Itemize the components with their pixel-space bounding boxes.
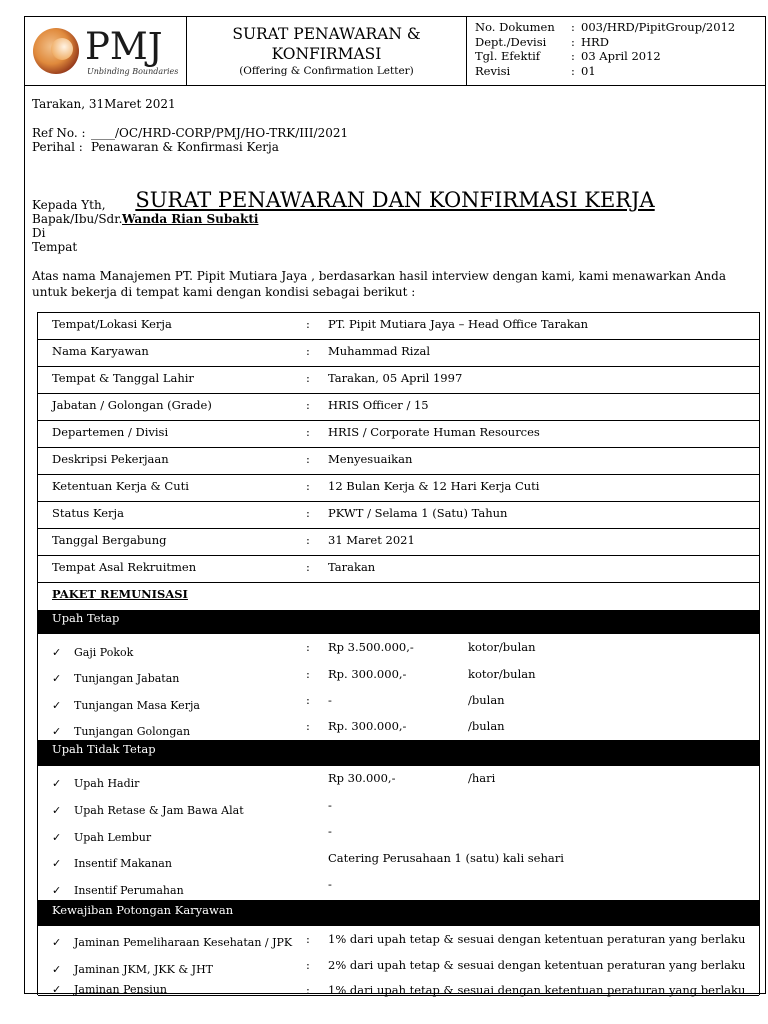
row-value: PT. Pipit Mutiara Jaya – Head Office Tarakan	[328, 317, 589, 331]
row-value: Tarakan, 05 April 1997	[328, 371, 463, 385]
meta-value: 01	[581, 64, 596, 78]
header-title-cell	[187, 17, 467, 85]
header-subtitle: (Offering & Confirmation Letter)	[239, 65, 414, 77]
amount: Catering Perusahaan 1 (satu) kali sehari	[328, 851, 564, 865]
remunerasi-title: PAKET REMUNISASI	[52, 587, 188, 601]
header-title-line2: KONFIRMASI	[271, 45, 382, 63]
check-icon: ✓	[52, 777, 62, 790]
intro-paragraph: Atas nama Manajemen PT. Pipit Mutiara Jaya , berdasarkan hasil interview dengan kami, kami menawarkan Anda untuk bekerja di tempat kami dengan kondisi sebagai berikut :	[32, 269, 726, 299]
row-label: Nama Karyawan	[52, 344, 149, 358]
list-item: ✓ Gaji Pokok	[52, 646, 134, 659]
check-icon: ✓	[52, 963, 62, 976]
amount: -	[328, 877, 332, 891]
check-icon: ✓	[52, 725, 62, 738]
amount: Rp. 300.000,-	[328, 719, 407, 733]
check-icon: ✓	[52, 857, 62, 870]
row-label: Status Kerja	[52, 506, 124, 520]
table-row	[38, 448, 759, 475]
deduction-value: 2% dari upah tetap & sesuai dengan ketentuan peraturan yang berlaku	[328, 958, 746, 972]
row-colon: :	[306, 667, 310, 681]
row-colon: :	[306, 932, 310, 946]
section-bar-potongan	[38, 901, 759, 926]
section-bar-upah-tidak-tetap	[38, 741, 759, 766]
meta-key: Tgl. Efektif	[475, 49, 541, 63]
table-row	[38, 475, 759, 502]
deduction-value: 1% dari upah tetap & sesuai dengan ketentuan peraturan yang berlaku	[328, 983, 746, 997]
row-value: Tarakan	[328, 560, 376, 574]
upah-tidak-tetap-block	[38, 766, 759, 901]
table-row	[38, 529, 759, 556]
document-header	[25, 17, 765, 86]
row-label: Tanggal Bergabung	[52, 533, 167, 547]
ref-label: Ref No. :	[32, 126, 86, 140]
table-row	[38, 421, 759, 448]
header-meta-cell	[467, 17, 767, 85]
list-item: ✓ Insentif Perumahan	[52, 884, 184, 897]
table-row	[38, 367, 759, 394]
section-title: Upah Tetap	[52, 611, 120, 625]
check-icon: ✓	[52, 983, 62, 996]
meta-key: No. Dokumen	[475, 20, 555, 34]
row-label: Tempat & Tanggal Lahir	[52, 371, 194, 385]
row-colon: :	[306, 560, 310, 574]
table-row	[38, 502, 759, 529]
document-frame	[24, 16, 766, 997]
amount: Rp 30.000,-	[328, 771, 396, 785]
row-colon: :	[306, 452, 310, 466]
row-label: Tempat/Lokasi Kerja	[52, 317, 172, 331]
unit: /hari	[468, 771, 496, 785]
row-label: Departemen / Divisi	[52, 425, 169, 439]
section-title: Upah Tidak Tetap	[52, 742, 156, 756]
perihal-value: Penawaran & Konfirmasi Kerja	[91, 140, 279, 154]
table-row	[38, 556, 759, 583]
unit: /bulan	[468, 719, 505, 733]
check-icon: ✓	[52, 804, 62, 817]
row-colon: :	[306, 344, 310, 358]
remunerasi-row	[38, 583, 759, 610]
row-value: 12 Bulan Kerja & 12 Hari Kerja Cuti	[328, 479, 540, 493]
meta-key: Dept./Devisi	[475, 35, 547, 49]
check-icon: ✓	[52, 699, 62, 712]
list-item: ✓ Upah Hadir	[52, 777, 140, 790]
row-label: Tempat Asal Rekruitmen	[52, 560, 197, 574]
meta-value: HRD	[581, 35, 609, 49]
recipient-name: Wanda Rian Subakti	[122, 212, 259, 226]
row-label: Ketentuan Kerja & Cuti	[52, 479, 189, 493]
meta-colon: :	[571, 49, 575, 63]
list-item: ✓ Jaminan Pensiun	[52, 983, 167, 996]
list-item: ✓ Tunjangan Golongan	[52, 725, 191, 738]
header-title-line1: SURAT PENAWARAN &	[232, 25, 421, 43]
list-item: ✓ Upah Retase & Jam Bawa Alat	[52, 804, 244, 817]
row-value: HRIS / Corporate Human Resources	[328, 425, 540, 439]
check-icon: ✓	[52, 646, 62, 659]
check-icon: ✓	[52, 831, 62, 844]
amount: -	[328, 824, 332, 838]
ref-value: ____/OC/HRD-CORP/PMJ/HO-TRK/III/2021	[91, 126, 349, 140]
row-colon: :	[306, 640, 310, 654]
list-item: ✓ Tunjangan Jabatan	[52, 672, 180, 685]
row-value: HRIS Officer / 15	[328, 398, 429, 412]
logo-cell	[25, 17, 187, 85]
row-colon: :	[306, 533, 310, 547]
kepada-text: Kepada Yth,	[32, 198, 106, 212]
row-colon: :	[306, 371, 310, 385]
place-date: Tarakan, 31Maret 2021	[32, 97, 176, 111]
row-colon: :	[306, 719, 310, 733]
row-colon: :	[306, 693, 310, 707]
amount: Rp. 300.000,-	[328, 667, 407, 681]
row-colon: :	[306, 479, 310, 493]
bapak-label: Bapak/Ibu/Sdr.	[32, 212, 123, 226]
row-value: 31 Maret 2021	[328, 533, 415, 547]
unit: kotor/bulan	[468, 667, 536, 681]
amount: -	[328, 798, 332, 812]
deduction-value: 1% dari upah tetap & sesuai dengan ketentuan peraturan yang berlaku	[328, 932, 746, 946]
row-value: PKWT / Selama 1 (Satu) Tahun	[328, 506, 508, 520]
check-icon: ✓	[52, 884, 62, 897]
table-row	[38, 340, 759, 367]
check-icon: ✓	[52, 672, 62, 685]
row-colon: :	[306, 506, 310, 520]
logo-text: PMJ	[85, 25, 163, 68]
meta-value: 003/HRD/PipitGroup/2012	[581, 20, 736, 34]
table-row	[38, 394, 759, 421]
upah-tetap-block	[38, 634, 759, 741]
amount: Rp 3.500.000,-	[328, 640, 414, 654]
check-icon: ✓	[52, 936, 62, 949]
list-item: ✓ Jaminan JKM, JKK & JHT	[52, 963, 213, 976]
di-text: Di	[32, 226, 46, 240]
perihal-label: Perihal :	[32, 140, 83, 154]
row-colon: :	[306, 425, 310, 439]
list-item: ✓ Upah Lembur	[52, 831, 152, 844]
meta-colon: :	[571, 35, 575, 49]
section-title: Kewajiban Potongan Karyawan	[52, 903, 234, 917]
meta-colon: :	[571, 20, 575, 34]
meta-key: Revisi	[475, 64, 511, 78]
row-label: Deskripsi Pekerjaan	[52, 452, 169, 466]
row-label: Jabatan / Golongan (Grade)	[52, 398, 212, 412]
meta-colon: :	[571, 64, 575, 78]
row-value: Muhammad Rizal	[328, 344, 431, 358]
potongan-block	[38, 926, 759, 996]
list-item: ✓ Jaminan Pemeliharaan Kesehatan / JPK	[52, 936, 293, 949]
row-value: Menyesuaikan	[328, 452, 413, 466]
list-item: ✓ Tunjangan Masa Kerja	[52, 699, 200, 712]
table-row	[38, 313, 759, 340]
logo-tagline: Unbinding Boundaries	[87, 67, 179, 76]
row-colon: :	[306, 983, 310, 997]
list-item: ✓ Insentif Makanan	[52, 857, 172, 870]
unit: /bulan	[468, 693, 505, 707]
row-colon: :	[306, 398, 310, 412]
meta-value: 03 April 2012	[581, 49, 661, 63]
offer-table	[37, 312, 760, 995]
main-title: SURAT PENAWARAN DAN KONFIRMASI KERJA	[135, 188, 655, 212]
section-bar-upah-tetap	[38, 610, 759, 634]
row-colon: :	[306, 317, 310, 331]
amount: -	[328, 693, 332, 707]
row-colon: :	[306, 958, 310, 972]
unit: kotor/bulan	[468, 640, 536, 654]
pmj-logo-icon	[33, 28, 79, 74]
tempat-text: Tempat	[32, 240, 78, 254]
